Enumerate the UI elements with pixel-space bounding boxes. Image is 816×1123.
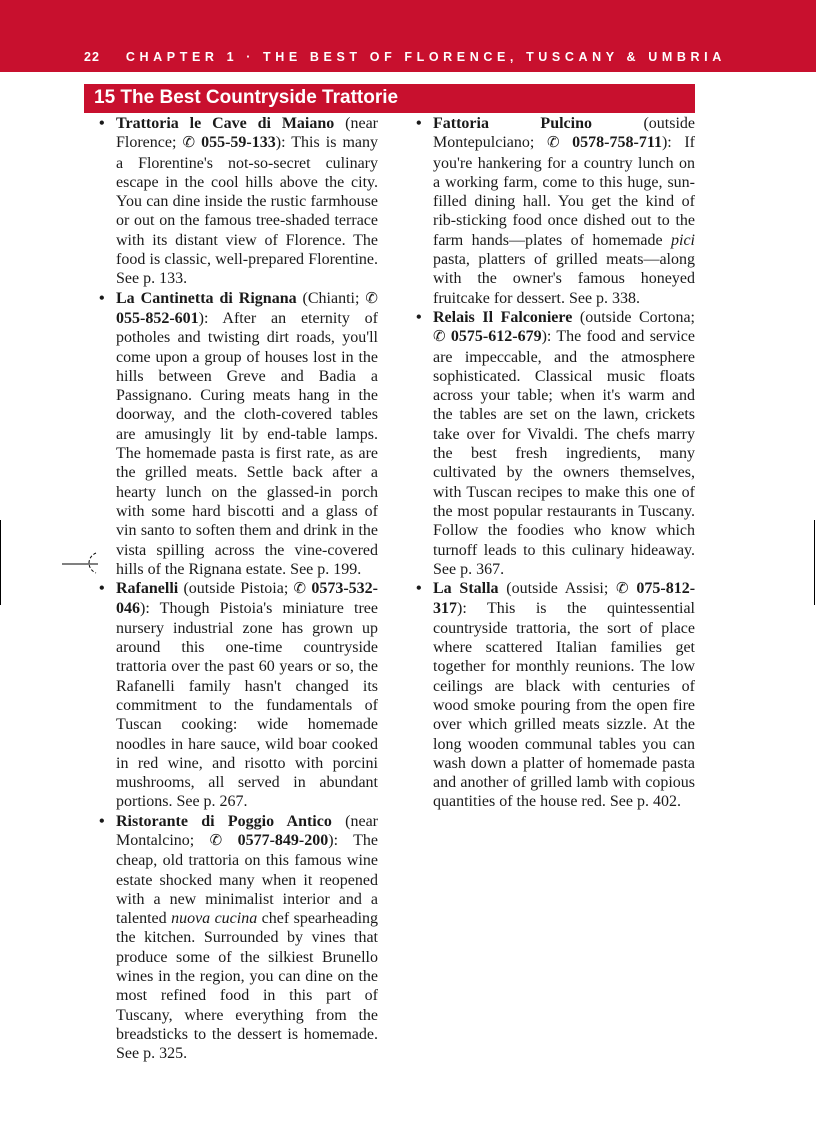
entry-phone: 0573-532-046 [116, 580, 378, 618]
phone-icon: ✆ [293, 581, 307, 598]
trattoria-entry [99, 289, 378, 579]
bullet-icon: • [416, 308, 422, 326]
text-column-left [99, 114, 379, 1064]
trattoria-entry [416, 579, 696, 812]
bullet-icon: • [99, 289, 105, 307]
entry-description: ): Though Pistoia's miniature tree nursery industrial zone has grown up around this one-time countryside trattoria over the past 60 years or so, the Rafanelli family hasn't changed its commitment to the fundamentals of Tuscan cooking: wide homemade noodles in hare sauce, wild boar cooked in red wine, and risotto with porcini mushrooms, all served in abundant portions. See p. 267. [116, 600, 378, 811]
entry-name: La Cantinetta di Rignana [116, 289, 297, 307]
entry-name: La Stalla [433, 580, 499, 598]
entry-phone: 0575-612-679 [450, 328, 542, 346]
bullet-icon: • [99, 580, 105, 598]
entry-italic-term: nuova cucina [171, 910, 258, 928]
bullet-icon: • [99, 812, 105, 830]
phone-icon: ✆ [546, 135, 560, 152]
entry-location: (near Montalcino; [116, 812, 379, 849]
entry-location: (Chianti; [296, 289, 366, 307]
phone-icon: ✆ [182, 135, 196, 152]
trattoria-entry [416, 308, 696, 579]
entry-description-cont: chef spearheading the kitchen. Surrounded by vines that produce some of the silkiest Brunello wines in the region, you can dine on the most refined food in this part of Tuscany, where everything from the breadsticks to the dessert is homemade. See p. 325. [116, 910, 379, 1063]
page-number: 22 [84, 50, 100, 64]
entry-name: Ristorante di Poggio Antico [116, 812, 332, 830]
phone-icon: ✆ [616, 581, 629, 598]
entry-description: ): The food and service are impeccable, and the atmosphere sophisticated. Classical music floats across your table; when it's warm and the tables are set on the lawn, crickets take over for Vivaldi. The chefs marry the best fresh ingredients, many cultivated by the owners themselves, with Tuscan recipes to make this one of the most popular restaurants in Tuscany. Follow the foodies who know which turnoff leads to this culinary hideaway. See p. 367. [433, 328, 696, 578]
bullet-icon: • [416, 115, 422, 132]
entry-name: Trattoria le Cave di Maiano [116, 115, 335, 132]
entry-phone: 0577-849-200 [237, 831, 329, 849]
entry-name: Relais Il Falconiere [433, 308, 573, 326]
entry-description: ): After an eternity of potholes and twisting dirt roads, you'll come upon a group of houses lost in the hills between Greve and Badia a Passignano. Curing meats hang in the doorway, and the cloth-covered tables are amusingly lit by end-table lamps. The homemade pasta is first rate, as are the grilled meats. Settle back after a hearty lunch on the glassed-in porch with some hard biscotti and a glass of vin santo to soften them and drink in the vista spilling across the vine-covered hills of the Rignana estate. See p. 199. [116, 309, 378, 578]
entry-location: (outside Assisi; [498, 580, 617, 598]
trattoria-entry [99, 114, 379, 289]
trattoria-entry [99, 812, 379, 1064]
entry-description: ): The cheap, old trattoria on this famous wine estate shocked many when it reopened with a new minimalist interior and a talented [116, 831, 379, 928]
text-column-right [416, 114, 696, 812]
registration-mark-icon [62, 549, 98, 575]
entry-phone: 0578-758-711 [572, 134, 662, 152]
entry-location: (outside Cortona; [572, 308, 695, 326]
crop-mark-left [0, 520, 1, 605]
entry-location: (outside Montepulciano; [433, 115, 695, 152]
crop-mark-right [814, 520, 815, 605]
section-title: 15 The Best Countryside Trattorie [94, 87, 399, 108]
phone-icon: ✆ [433, 329, 446, 346]
chapter-title: CHAPTER 1 · THE BEST OF FLORENCE, TUSCANY & UMBRIA [125, 50, 726, 64]
running-head [84, 50, 724, 64]
entry-name: Fattoria Pulcino [433, 115, 592, 132]
entry-phone: 055-852-601 [116, 309, 199, 327]
entry-location: (near Florence; [116, 115, 379, 152]
trattoria-entry [416, 114, 696, 308]
entry-description: ): This is many a Florentine's not-so-secret culinary escape in the cool hills above the city. You can dine inside the rustic farmhouse or out on the famous tree-shaded terrace with its distant view of Florence. The food is classic, well-prepared Florentine. See p. 133. [116, 134, 379, 288]
entry-phone: 075-812-317 [433, 580, 696, 618]
entry-description: ): If you're hankering for a country lunch on a working farm, come to this huge, sun-filled dining hall. You get the kind of rib-sticking food once dished out to the farm hands—plates of homemade [433, 134, 696, 249]
entry-description: ): This is the quintessential countryside trattoria, the sort of place where scattered Italian families get together for monthly reunions. The low ceilings are black with centuries of wood smoke pouring from the open fire over which grilled meats sizzle. At the long wooden communal tables you can wash down a platter of homemade pasta and another of grilled lamb with copious quantities of the house red. See p. 402. [433, 600, 695, 811]
phone-icon: ✆ [365, 290, 378, 307]
bullet-icon: • [99, 115, 105, 132]
entry-location: (outside Pistoia; [178, 580, 294, 598]
entry-name: Rafanelli [116, 580, 179, 598]
trattoria-entry [99, 579, 378, 812]
entry-italic-term: pici [671, 231, 695, 249]
entry-phone: 055-59-133 [201, 134, 276, 152]
phone-icon: ✆ [209, 832, 223, 849]
bullet-icon: • [416, 580, 422, 598]
entry-description-cont: pasta, platters of grilled meats—along with the owner's famous honeyed fruitcake for dessert. See p. 338. [433, 251, 695, 307]
